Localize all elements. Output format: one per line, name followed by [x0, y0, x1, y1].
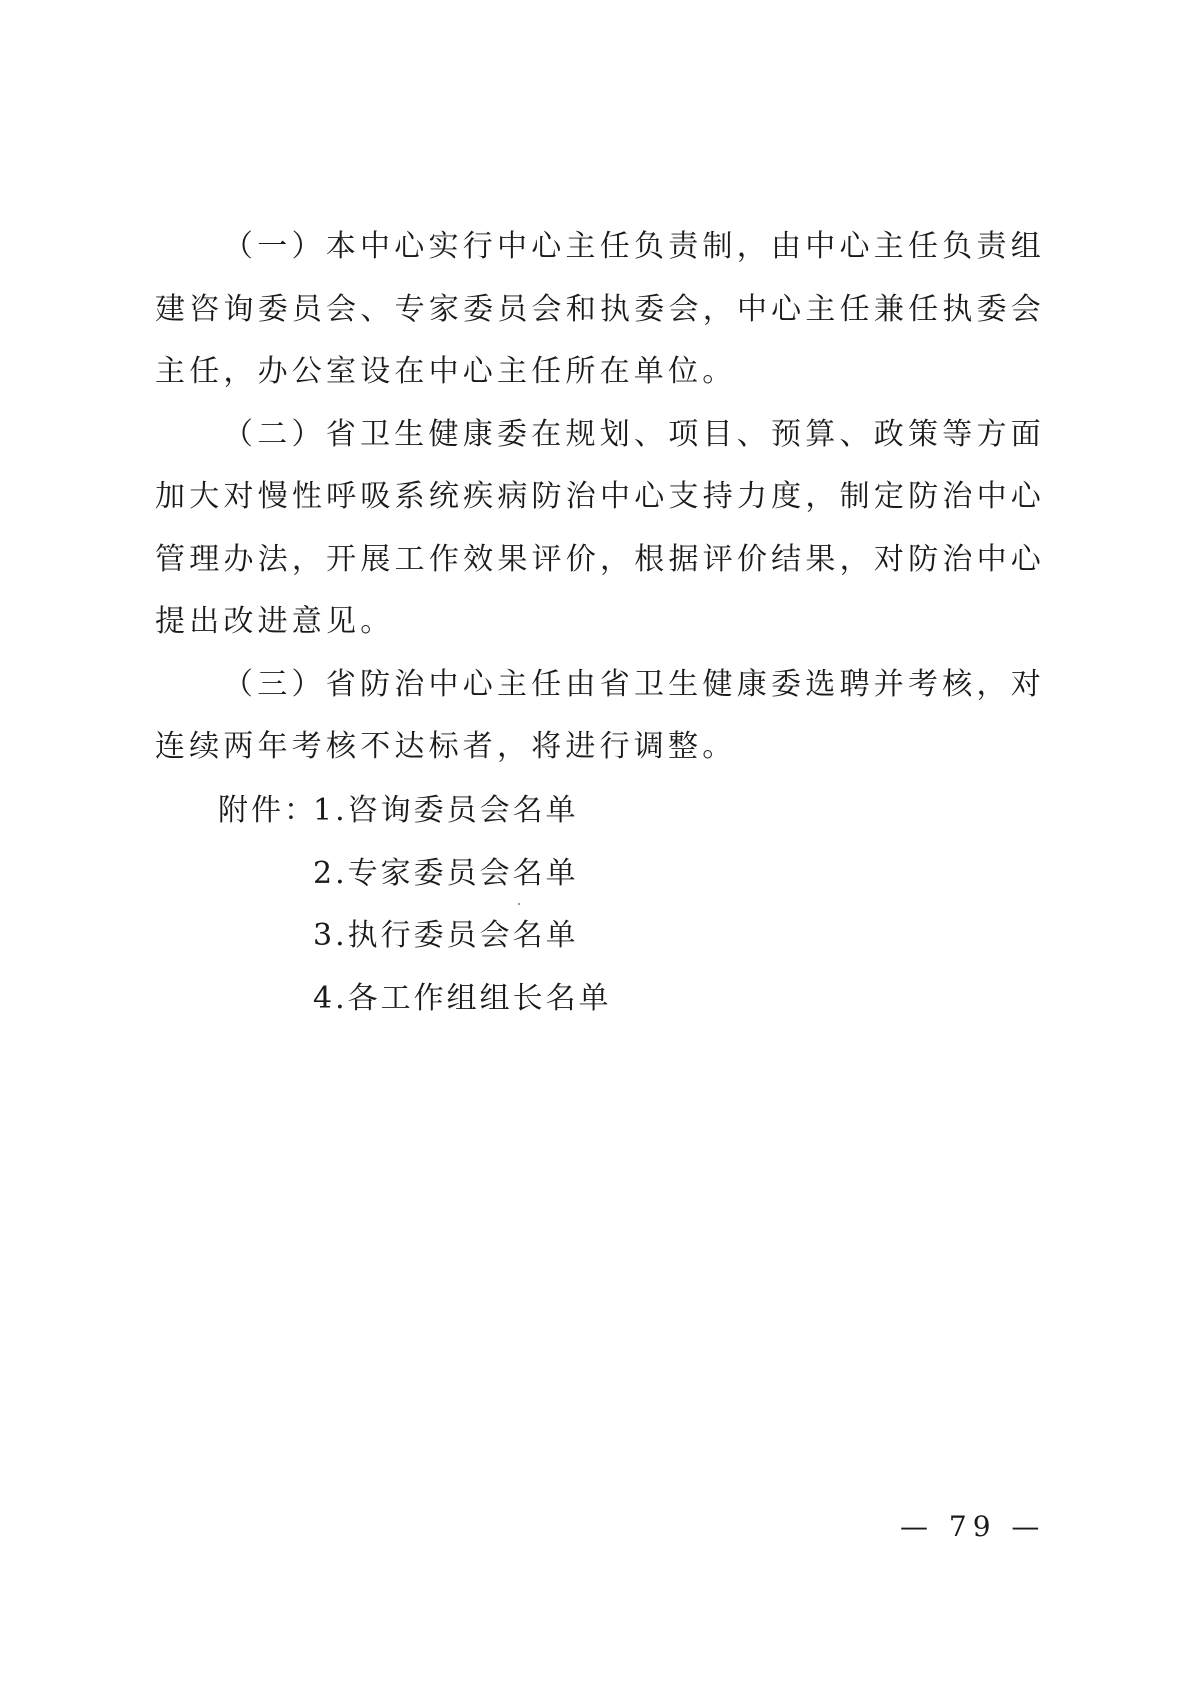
attachment-item-1: 1.咨询委员会名单: [313, 793, 579, 828]
attachment-item-3: 3.执行委员会名单: [313, 918, 579, 953]
attachments-label-spacer: [218, 905, 313, 968]
attachments-list: [218, 780, 612, 1030]
page-number: — 79 —: [900, 1510, 1046, 1543]
scan-speck: [518, 903, 520, 905]
paragraph-1: （一）本中心实行中心主任负责制，由中心主任负责组建咨询委员会、专家委员会和执委会，中心主任兼任执委会主任，办公室设在中心主任所在单位。: [155, 229, 1045, 389]
attachment-item-2: 2.专家委员会名单: [313, 855, 579, 891]
attachment-row: [218, 968, 612, 1031]
attachments-label-spacer: [218, 968, 313, 1031]
attachment-item-4: 4.各工作组组长名单: [313, 980, 612, 1016]
attachments-label: 附件：: [218, 793, 317, 828]
paragraph-2: （二）省卫生健康委在规划、项目、预算、政策等方面加大对慢性呼吸系统疾病防治中心支持力度，制定防治中心管理办法，开展工作效果评价，根据评价结果，对防治中心提出改进意见。: [155, 416, 1045, 639]
body-text: [155, 216, 1045, 779]
paragraph-3: （三）省防治中心主任由省卫生健康委选聘并考核，对连续两年考核不达标者，将进行调整。: [155, 666, 1045, 764]
attachment-row: [218, 843, 612, 906]
attachment-row: [218, 905, 612, 968]
attachments-label-spacer: [218, 843, 313, 906]
attachment-row: [218, 780, 612, 843]
